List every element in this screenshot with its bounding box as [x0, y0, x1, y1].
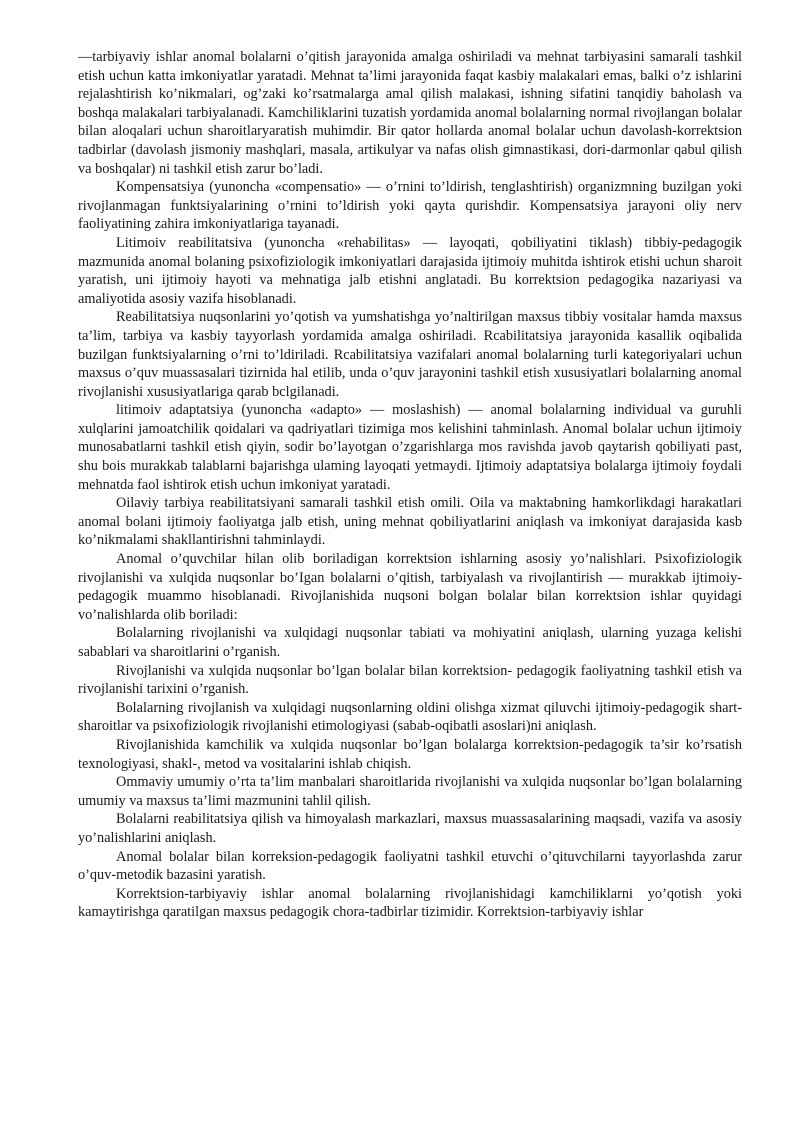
list-item: Anomal bolalar bilan korreksion-pedagogik faoliyatni tashkil etuvchi o’qituvchilarni tayyorlashda zarur o’quv-metodik bazasini yaratish.: [78, 848, 742, 884]
list-item: Rivojlanishi va xulqida nuqsonlar bo’lgan bolalar bilan korrektsion- pedagogik faoliyatning tashkil etish va rivojlanishi tarixini o’rganish.: [78, 662, 742, 698]
paragraph-kompensatsiya: Kompensatsiya (yunoncha «compensatio» — o’rnini to’ldirish, tenglashtirish) organizmning buzilgan yoki rivojlanmagan funktsiyalarining o’rnini to’ldirish yoki qayta qurishdir. Kompensatsiya jarayoni oliy nerv faoliyatining zahira imkoniyatlariga tayanadi.: [78, 179, 742, 233]
paragraph-reabilitatsiya-definition: Litimoiv reabilitatsiva (yunoncha «rehabilitas» — layoqati, qobiliyatini tiklash) tibbiy-pedagogik mazmunida anomal bolaning psixofiziologik imkoniyatlari darajasida ijtimoiy muhitda ishtirok etishi uchun sharoit yaratish, uni ijtimoiy hayoti va mehnatiga jalb etishni anglatadi. Bu korrektsion pedagogika nazariyasi va amaliyotida asosiy vazifa hisoblanadi.: [78, 234, 742, 307]
paragraph-oilaviy-tarbiya: Oilaviy tarbiya reabilitatsiyani samarali tashkil etish omili. Oila va maktabning hamkorlikdagi harakatlari anomal bolani ijtimoiy faoliyatga jalb etish, uning mehnat qobiliyatlarini aniqlash va imkoniyat darajasida kasb ko’nikmalami shakllantirishni tahminlaydi.: [78, 495, 742, 549]
paragraph-korrektsion-tarbiyaviy: Korrektsion-tarbiyaviy ishlar anomal bolalarning rivojlanishidagi kamchiliklarni yo’qotish yoki kamaytirishga qaratilgan maxsus pedagogik chora-tadbirlar tizimidir. Korrektsion-tarbiyaviy ishlar: [78, 885, 742, 921]
paragraph-adaptatsiya: litimoiv adaptatsiya (yunoncha «adapto» — moslashish) — anomal bolalarning individual va guruhli xulqlarini jamoatchilik qoidalari va qadriyatlari tizimiga mos kelishini tahminlash. Anomal bolalar uchun ijtimoiy munosabatlarni tashkil etish qiyin, sodir bo’layotgan o’zgarishlarga mos ravishda javob qaytarish qobiliyati past, shu bois murakkab talablarni bajarishga ulaming layoqati yetmaydi. Ijtimoiy adaptatsiya bolalarga ijtimoiy foydali mehnatda faol ishtirok etish uchun imkoniyat yaratadi.: [78, 402, 742, 493]
list-item: Bolalarning rivojlanishi va xulqidagi nuqsonlar tabiati va mohiyatini aniqlash, ularning yuzaga kelishi sabablari va sharoitlarini o’rganish.: [78, 625, 742, 660]
list-item: Bolalarni reabilitatsiya qilish va himoyalash markazlari, maxsus muassasalarining maqsadi, vazifa va asosiy yo’nalishlarini aniqlash.: [78, 811, 742, 846]
paragraph-continuation: —tarbiyaviy ishlar anomal bolalarni o’qitish jarayonida amalga oshiriladi va mehnat tarbiyasini samarali tashkil etish uchun katta imkoniyatlar yaratadi. Mehnat ta’limi jarayonida faqat kasbiy malakalari emas, balki o’z ishlarini rejalashtirish ko’nikmalari, og’zaki ko’rsatmalarga amal qilish malakasi, ishning sifatini tanqidiy baholash va boshqa malakalari tarbiyalanadi. Kamchiliklarini tuzatish yordamida anomal bolalarning normal rivojlangan bolalar bilan aloqalari uchun sharoitlaryaratish muhimdir. Bir qator hollarda anomal bolalar uchun davolash-korrektsion tadbirlar (davolash jismoniy mashqlari, masala, artikulyar va nafas olish gimnastikasi, dori-darmonlar qabul qilish va boshqalar) ni tashkil etish zarur bo’ladi.: [78, 49, 742, 177]
list-item: Rivojlanishida kamchilik va xulqida nuqsonlar bo’lgan bolalarga korrektsion-pedagogik ta’sir ko’rsatish texnologiyasi, shakl-, metod va vositalarini ishlab chiqish.: [78, 736, 742, 772]
list-item: Bolalarning rivojlanish va xulqidagi nuqsonlarning oldini olishga xizmat qiluvchi ijtimoiy-pedagogik shart-sharoitlar va psixofiziologik rivojlanishi etimologiyasi (sabab-oqibatli asoslari)ni aniqlash.: [78, 699, 742, 735]
paragraph-reabilitatsiya-means: Reabilitatsiya nuqsonlarini yo’qotish va yumshatishga yo’naltirilgan maxsus tibbiy vositalar hamda maxsus ta’lim, tarbiya va kasbiy tayyorlash yordamida amalga oshiriladi. Rcabilitatsiya jarayonida kasallik oqibalida buzilgan funktsiyalarning o’rni to’ldiriladi. Rcabilitatsiya vazifalari anomal bolalarning turli kategoriyalari uchun maxsus o’quv muassasalari tizirnida hal etilib, unda o’quv jarayonini tashkil etish xususiyatlari bolalarning anomal rivojlanishi xususiyatlariga qarab bclgilanadi.: [78, 309, 742, 400]
list-item: Ommaviy umumiy o’rta ta’lim manbalari sharoitlarida rivojlanishi va xulqida nuqsonlar bo’lgan bolalarning umumiy va maxsus ta’limi mazmunini tahlil qilish.: [78, 774, 742, 809]
paragraph-korrektsion-yonalishlar: Anomal o’quvchilar hilan olib boriladigan korrektsion ishlarning asosiy yo’nalishlari. Psixofiziologik rivojlanishi va xulqida nuqsonlar bo’Igan bolalarni o’qitish, tarbiyalash va rivojlantirish — murakkab ijtimoiy- pedagogik muammo hisoblanadi. Rivojlanishida nuqsoni bolgan bolalar bilan korrektsion ishlar quyidagi vo’nalishlarda olib boriladi:: [78, 551, 742, 623]
document-page: [78, 48, 742, 922]
